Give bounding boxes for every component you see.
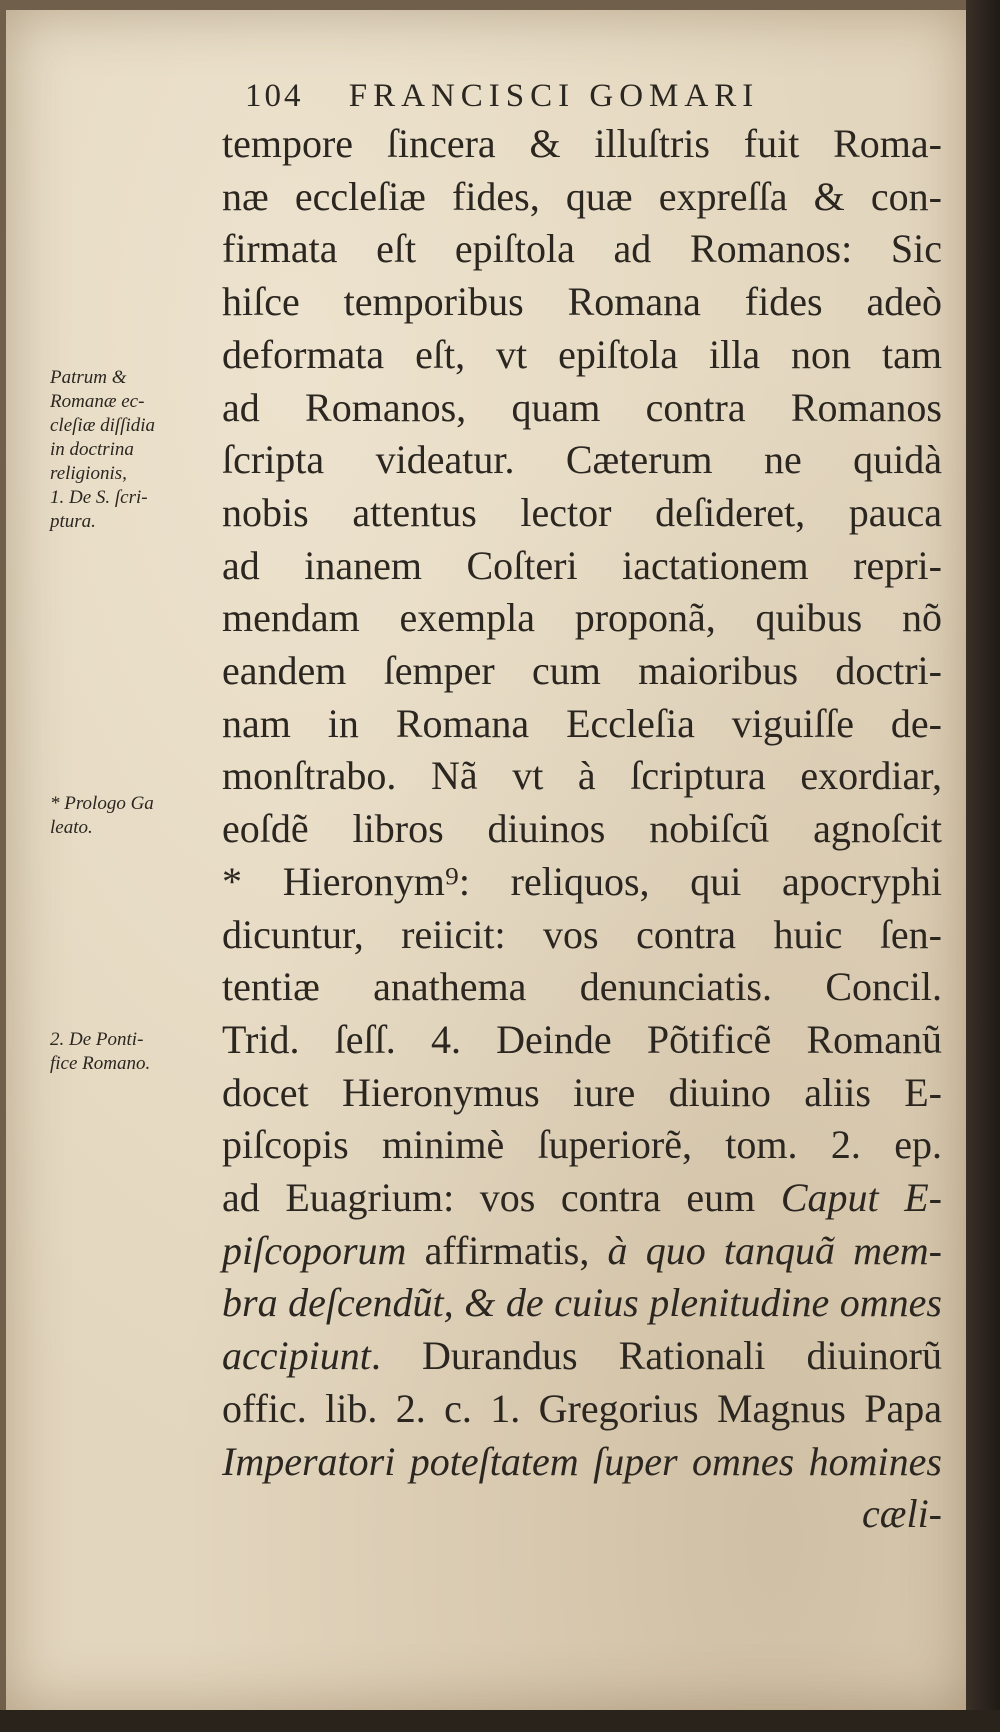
text-run: mendam exempla proponã, quibus nõ: [222, 595, 942, 641]
margin-note-line: leato.: [50, 817, 93, 838]
text-line: [222, 171, 942, 224]
text-line: [222, 1330, 942, 1383]
margin-note-pontifice: [50, 1028, 150, 1076]
text-run: hiſce temporibus Romana fides adeò: [222, 279, 942, 325]
text-line: [222, 1067, 942, 1120]
text-run: offic. lib. 2. c. 1. Gregorius Magnus Papa: [222, 1385, 942, 1431]
text-line: [222, 698, 942, 751]
margin-note-line: 1. De S. ſcri-: [50, 487, 148, 508]
margin-note-line: fice Romano.: [50, 1053, 151, 1074]
text-line: [222, 540, 942, 593]
text-line: [222, 1383, 942, 1436]
text-run: nobis attentus lector deſideret, pauca: [222, 489, 942, 535]
text-run: docet Hieronymus iure diuino aliis E-: [222, 1069, 942, 1115]
text-line: [222, 223, 942, 276]
text-line: [222, 382, 942, 435]
italic-run: à quo tanquã mem-: [607, 1227, 943, 1273]
text-run: firmata eſt epiſtola ad Romanos: Sic: [222, 226, 942, 272]
margin-note-line: Romanæ ec-: [50, 391, 145, 412]
page-number: 104: [245, 78, 304, 114]
text-line: [222, 856, 942, 909]
italic-run: cæli-: [862, 1491, 942, 1537]
text-run: eoſdẽ libros diuinos nobiſcũ agnoſcit: [222, 806, 942, 852]
text-line: [222, 434, 942, 487]
margin-note-line: cleſiæ diſſidia: [50, 415, 156, 436]
text-line: [222, 1488, 942, 1541]
text-run: ad Euagrium: vos contra eum: [222, 1175, 781, 1221]
margin-note-line: 2. De Ponti-: [50, 1029, 144, 1050]
text-line: [222, 592, 942, 645]
italic-run: piſcoporum: [222, 1227, 407, 1273]
text-line: [222, 961, 942, 1014]
text-run: monſtrabo. Nã vt à ſcriptura exordiar,: [222, 753, 942, 799]
text-line: [222, 803, 942, 856]
margin-note-prologo: [50, 792, 154, 840]
text-line: [222, 1014, 942, 1067]
text-run: tentiæ anathema denunciatis. Concil.: [222, 964, 942, 1010]
text-line: [222, 487, 942, 540]
page-edge-shadow: [966, 0, 1000, 1732]
text-line: [222, 1172, 942, 1225]
text-run: affirmatis,: [406, 1227, 608, 1273]
text-run: ſcripta videatur. Cæterum ne quidà: [222, 437, 942, 483]
text-line: [222, 645, 942, 698]
text-run: næ eccleſiæ fides, quæ expreſſa & con-: [222, 173, 942, 219]
text-run: . Durandus Rationali diuinorũ: [370, 1333, 942, 1379]
italic-run: Imperatori poteſtatem ſuper omnes homines: [222, 1438, 942, 1484]
margin-note-line: * Prologo Ga: [50, 793, 154, 814]
margin-note-line: ptura.: [50, 511, 96, 532]
text-line: [222, 1277, 942, 1330]
italic-run: bra deſcendũt, & de cuius plenitudine omnes: [222, 1280, 942, 1326]
running-title: FRANCISCI GOMARI: [348, 78, 760, 114]
text-line: [222, 1436, 942, 1489]
italic-run: Caput E-: [780, 1175, 942, 1221]
text-line: [222, 276, 942, 329]
text-line: [222, 750, 942, 803]
text-run: nam in Romana Eccleſia viguiſſe de-: [222, 700, 942, 746]
text-run: Trid. ſeſſ. 4. Deinde Põtificẽ Romanũ: [222, 1016, 942, 1062]
text-run: dicuntur, reiicit: vos contra huic ſen-: [222, 911, 942, 957]
running-header: [245, 78, 759, 115]
text-line: [222, 909, 942, 962]
text-line: [222, 1225, 942, 1278]
text-line: [222, 329, 942, 382]
margin-note-line: in doctrina: [50, 439, 134, 460]
margin-note-patrum: [50, 366, 155, 534]
text-run: ad Romanos, quam contra Romanos: [222, 384, 942, 430]
text-run: tempore ſincera & illuſtris fuit Roma-: [222, 121, 942, 166]
text-run: deformata eſt, vt epiſtola illa non tam: [222, 331, 942, 377]
text-run: piſcopis minimè ſuperiorẽ, tom. 2. ep.: [222, 1122, 942, 1168]
text-run: eandem ſemper cum maioribus doctri-: [222, 648, 942, 694]
text-line: [222, 1119, 942, 1172]
text-run: ad inanem Coſteri iactationem repri-: [222, 542, 942, 588]
margin-note-line: Patrum &: [50, 367, 127, 388]
margin-note-line: religionis,: [50, 463, 127, 484]
page-bottom-edge: [0, 1710, 1000, 1732]
text-run: * Hieronym⁹: reliquos, qui apocryphi: [222, 858, 942, 904]
text-line: [222, 118, 942, 171]
italic-run: accipiunt: [222, 1333, 371, 1379]
main-text-block: [222, 118, 942, 1541]
